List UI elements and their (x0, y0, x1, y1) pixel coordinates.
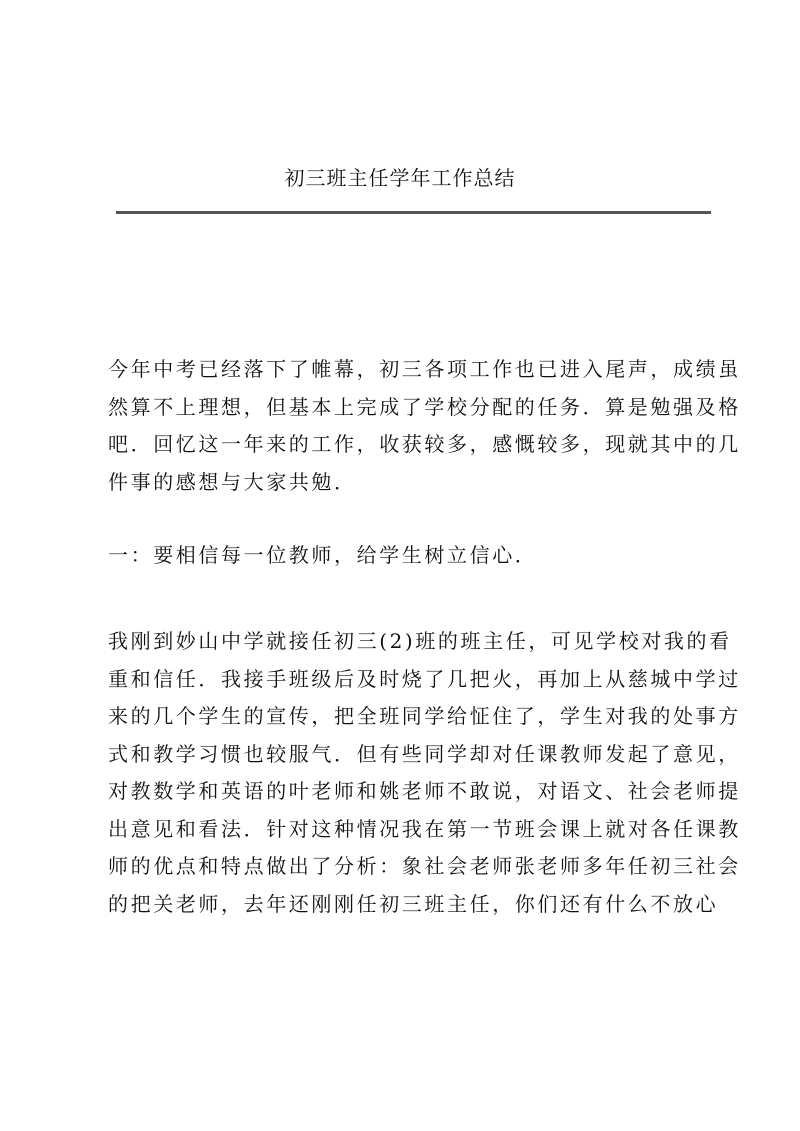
paragraph-line: 的把关老师，去年还刚刚任初三班主任，你们还有什么不放心 (108, 891, 719, 916)
paragraph-line: 对教数学和英语的叶老师和姚老师不敢说，对语文、社会老师提 (108, 779, 741, 803)
paragraph-line: 件事的感想与大家共勉． (108, 469, 357, 494)
paragraph-line: 师的优点和特点做出了分析：象社会老师张老师多年任初三社会 (108, 854, 741, 878)
paragraph-line: 吧．回忆这一年来的工作，收获较多，感慨较多，现就其中的几 (108, 432, 741, 456)
document-title: 初三班主任学年工作总结 (284, 166, 516, 190)
paragraph-line: 然算不上理想，但基本上完成了学校分配的任务．算是勉强及格 (108, 394, 741, 419)
section-heading (108, 537, 708, 575)
body-paragraph (108, 623, 741, 923)
paragraph-line: 来的几个学生的宣传，把全班同学给怔住了，学生对我的处事方 (108, 704, 741, 728)
intro-paragraph (108, 351, 741, 501)
heading-text: 一：要相信每一位教师，给学生树立信心． (108, 543, 538, 567)
title-underline (116, 211, 711, 214)
paragraph-line: 重和信任．我接手班级后及时烧了几把火，再加上从慈城中学过 (108, 666, 741, 691)
paragraph-line: 式和教学习惯也较服气．但有些同学却对任课教师发起了意见， (108, 741, 741, 766)
paragraph-line: 出意见和看法．针对这种情况我在第一节班会课上就对各任课教 (108, 816, 741, 841)
paragraph-line: 今年中考已经落下了帷幕，初三各项工作也已进入尾声，成绩虽 (108, 357, 741, 381)
paragraph-line: 我刚到妙山中学就接任初三(2)班的班主任，可见学校对我的看 (108, 629, 732, 653)
